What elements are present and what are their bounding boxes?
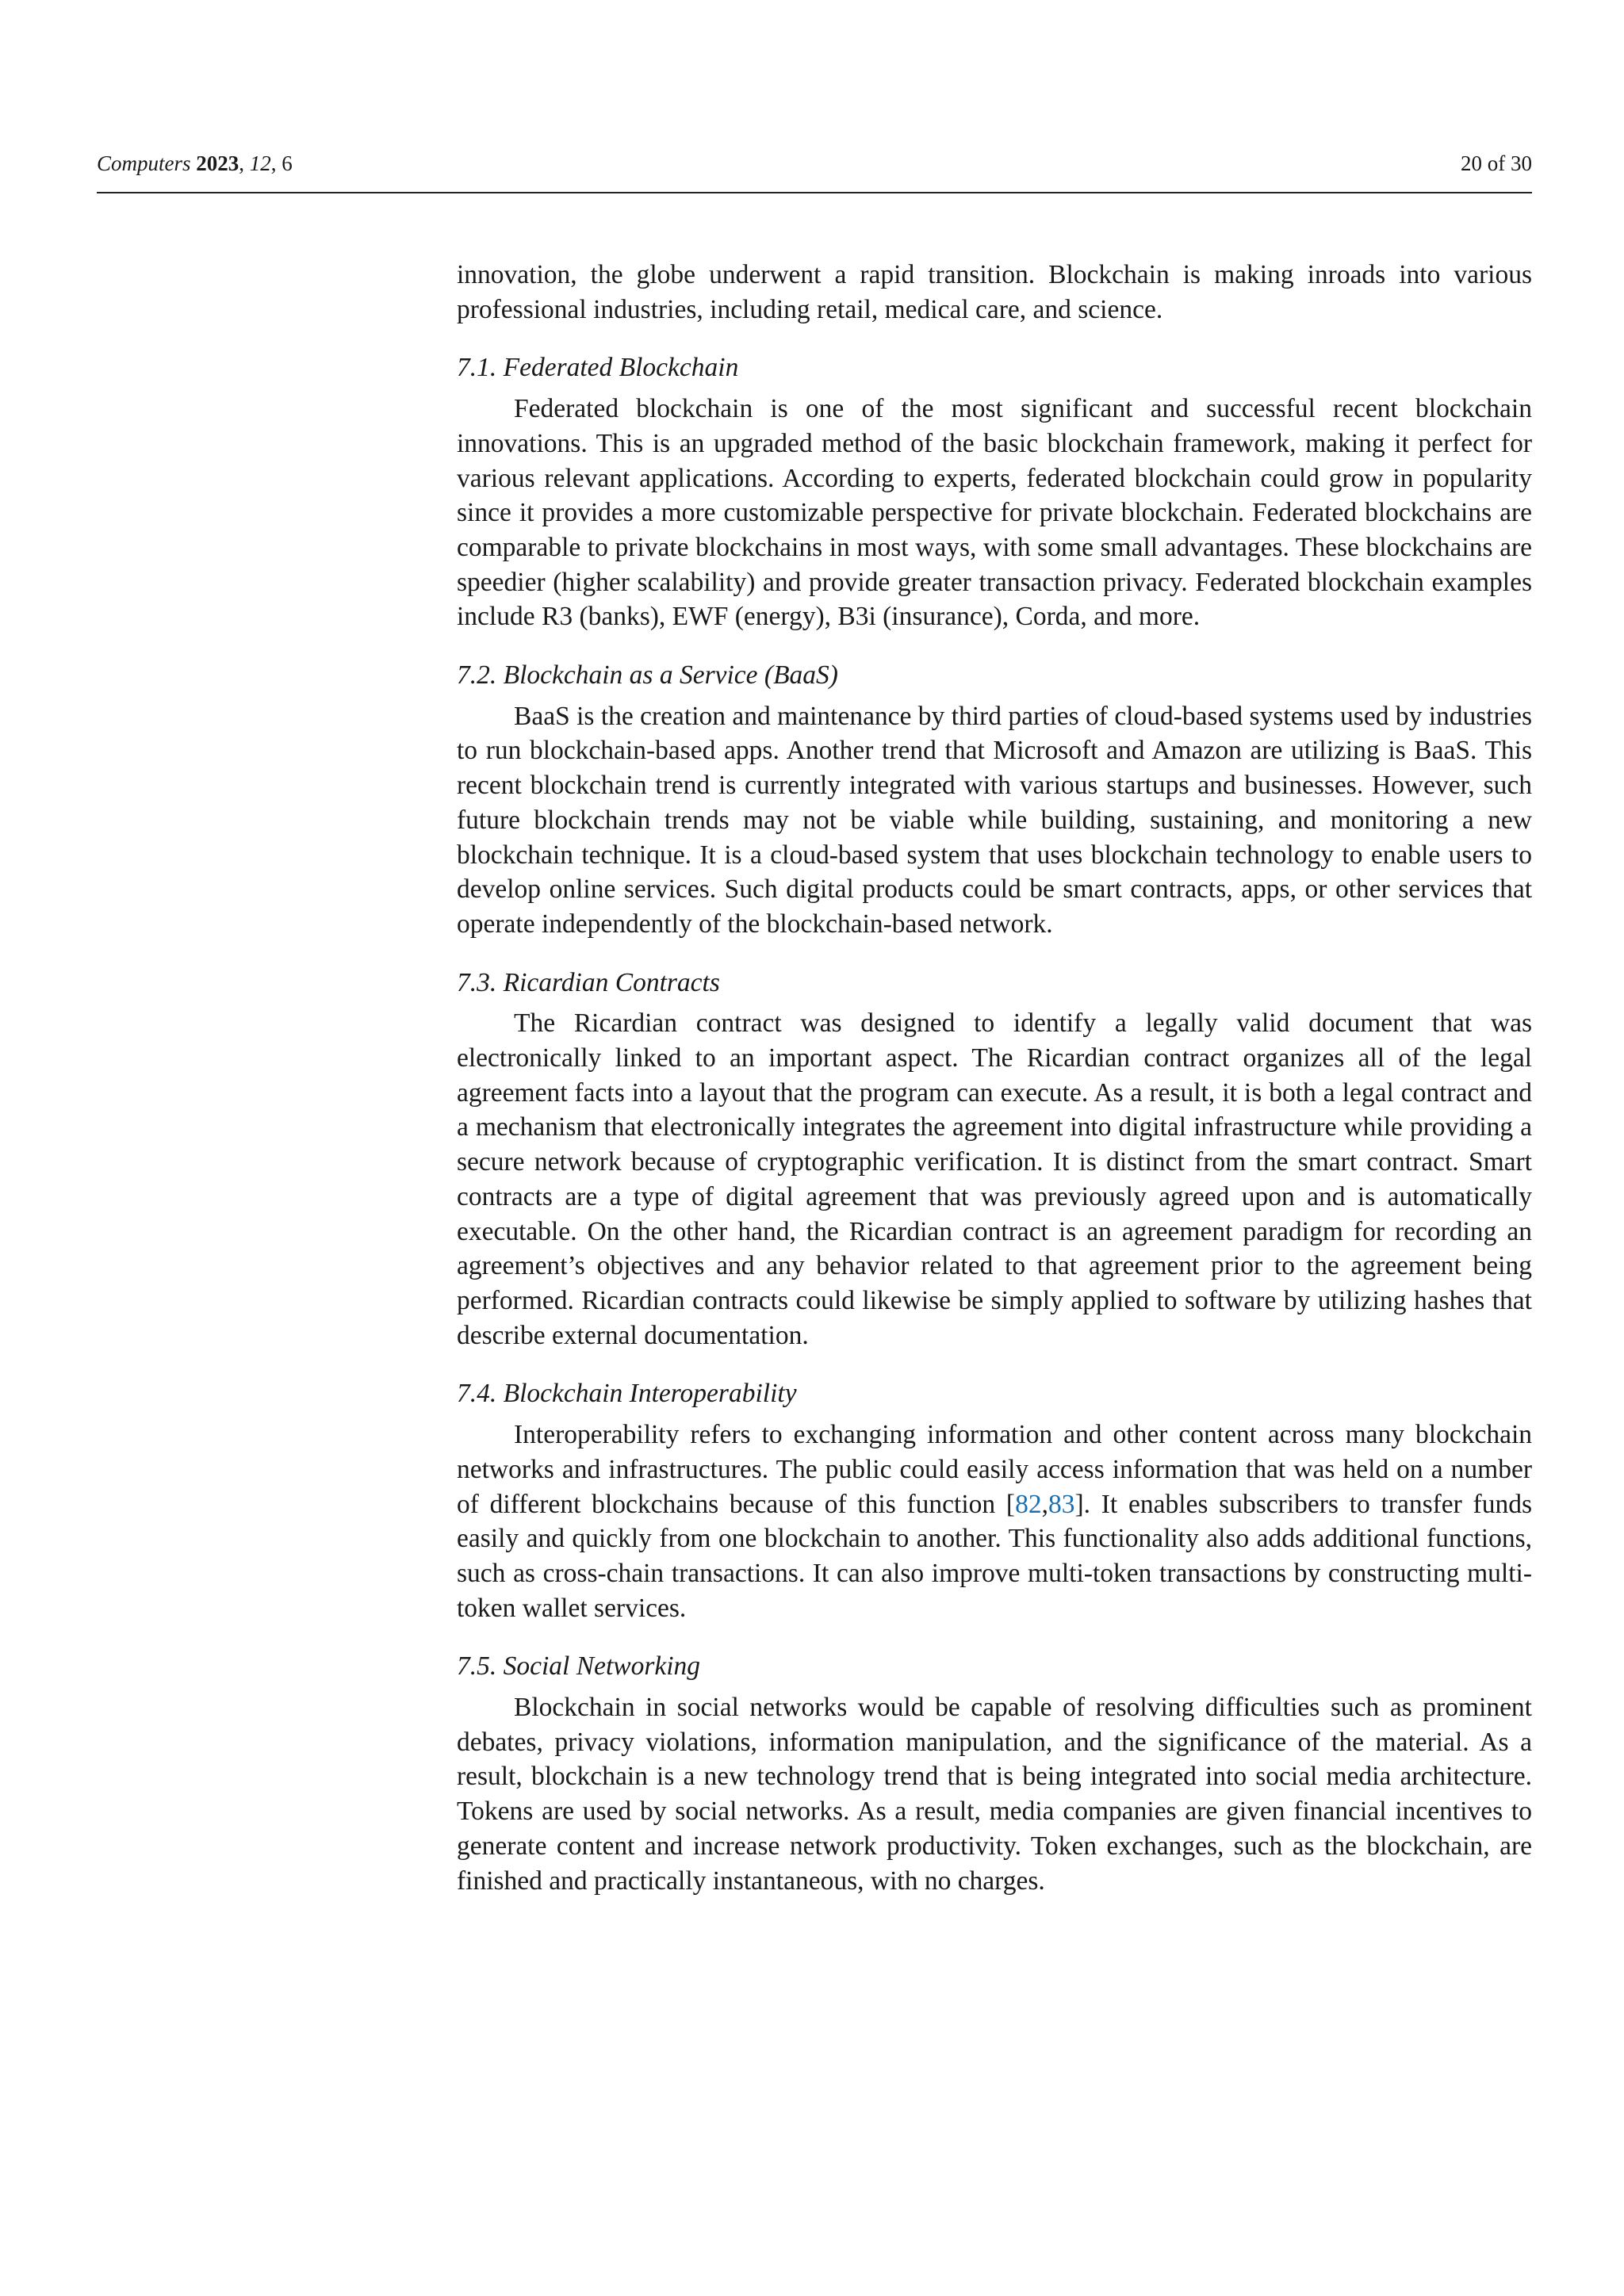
section-heading-7-3: 7.3. Ricardian Contracts xyxy=(457,967,720,997)
section-body-7-1: Federated blockchain is one of the most significant and successful recent blockchain innovations. This is an upgraded method of the basic blockchain framework, making it perfect for various relevant applications. According to experts, federated blockchain could grow in popularity since it provides a more customizable perspective for private blockchain. Federated blockchains are comparable to private blockchains in most ways, with some small advantages. These blockchains are speedier (higher scalability) and provide greater transaction privacy. Federated blockchain examples include R3 (banks), EWF (energy), B3i (insurance), Corda, and more. xyxy=(457,394,1532,632)
section-heading-7-1: 7.1. Federated Blockchain xyxy=(457,353,739,383)
section-body-7-2: BaaS is the creation and maintenance by third parties of cloud-based systems used by industries to run blockchain-based apps. Another trend that Microsoft and Amazon are utilizing is BaaS. This recent blockchain trend is currently integrated with various startups and businesses. However, such future blockchain trends may not be viable while building, sustaining, and monitoring a new blockchain technique. It is a cloud-based system that uses blockchain technology to enable users to develop online services. Such digital products could be smart contracts, apps, or other services that operate independently of the blockchain-based network. xyxy=(457,701,1532,939)
body-text-before-citation: Interoperability refers to exchanging information and other content across many blockchain networks and infrastructures. The public could easily access information that was held on a number of different blockchains because of this function [ xyxy=(457,1420,1532,1519)
citation-link-82[interactable]: 82 xyxy=(1015,1489,1042,1519)
section-body-7-4 xyxy=(457,1418,1532,1625)
citation-separator: , xyxy=(1041,1489,1048,1519)
running-header xyxy=(97,149,1532,189)
journal-name: Computers xyxy=(97,151,191,175)
main-content xyxy=(457,258,1532,1898)
header-rule xyxy=(97,192,1532,193)
citation-link-83[interactable]: 83 xyxy=(1048,1489,1075,1519)
section-heading-7-4: 7.4. Blockchain Interoperability xyxy=(457,1379,797,1409)
section-body-7-5: Blockchain in social networks would be capable of resolving difficulties such as prominent debates, privacy violations, information manipulation, and the significance of the material. As a result, blockchain is a new technology trend that is being integrated into social media architecture. Tokens are used by social networks. As a result, media companies are given financial incentives to generate content and increase network productivity. Token exchanges, such as the blockchain, are finished and practically instantaneous, with no charges. xyxy=(457,1693,1532,1896)
section-heading-7-2: 7.2. Blockchain as a Service (BaaS) xyxy=(457,660,838,691)
section-heading-7-5: 7.5. Social Networking xyxy=(457,1651,701,1682)
continued-paragraph: innovation, the globe underwent a rapid transition. Blockchain is making inroads into various professional industries, including retail, medical care, and science. xyxy=(457,260,1532,324)
journal-volume: 12 xyxy=(249,151,271,175)
body-text-after-citation: ]. It enables subscribers to transfer funds easily and quickly from one blockchain to another. This functionality also adds additional functions, such as cross-chain transactions. It can also improve multi-token transactions by constructing multi-token wallet services. xyxy=(457,1489,1532,1623)
section-body-7-3: The Ricardian contract was designed to identify a legally valid document that was electronically linked to an important aspect. The Ricardian contract organizes all of the legal agreement facts into a layout that the program can execute. As a result, it is both a legal contract and a mechanism that electronically integrates the agreement into digital infrastructure while providing a secure network because of cryptographic verification. It is distinct from the smart contract. Smart contracts are a type of digital agreement that was previously agreed upon and is automatically executable. On the other hand, the Ricardian contract is an agreement paradigm for recording an agreement’s objectives and any behavior related to that agreement prior to the agreement being performed. Ricardian contracts could likewise be simply applied to software by utilizing hashes that describe external documentation. xyxy=(457,1008,1532,1350)
article-number: 6 xyxy=(282,151,293,175)
journal-year: 2023 xyxy=(196,151,239,175)
page-number: 20 of 30 xyxy=(1461,151,1532,175)
journal-citation: Computers 2023, 12, 6 xyxy=(97,151,293,175)
